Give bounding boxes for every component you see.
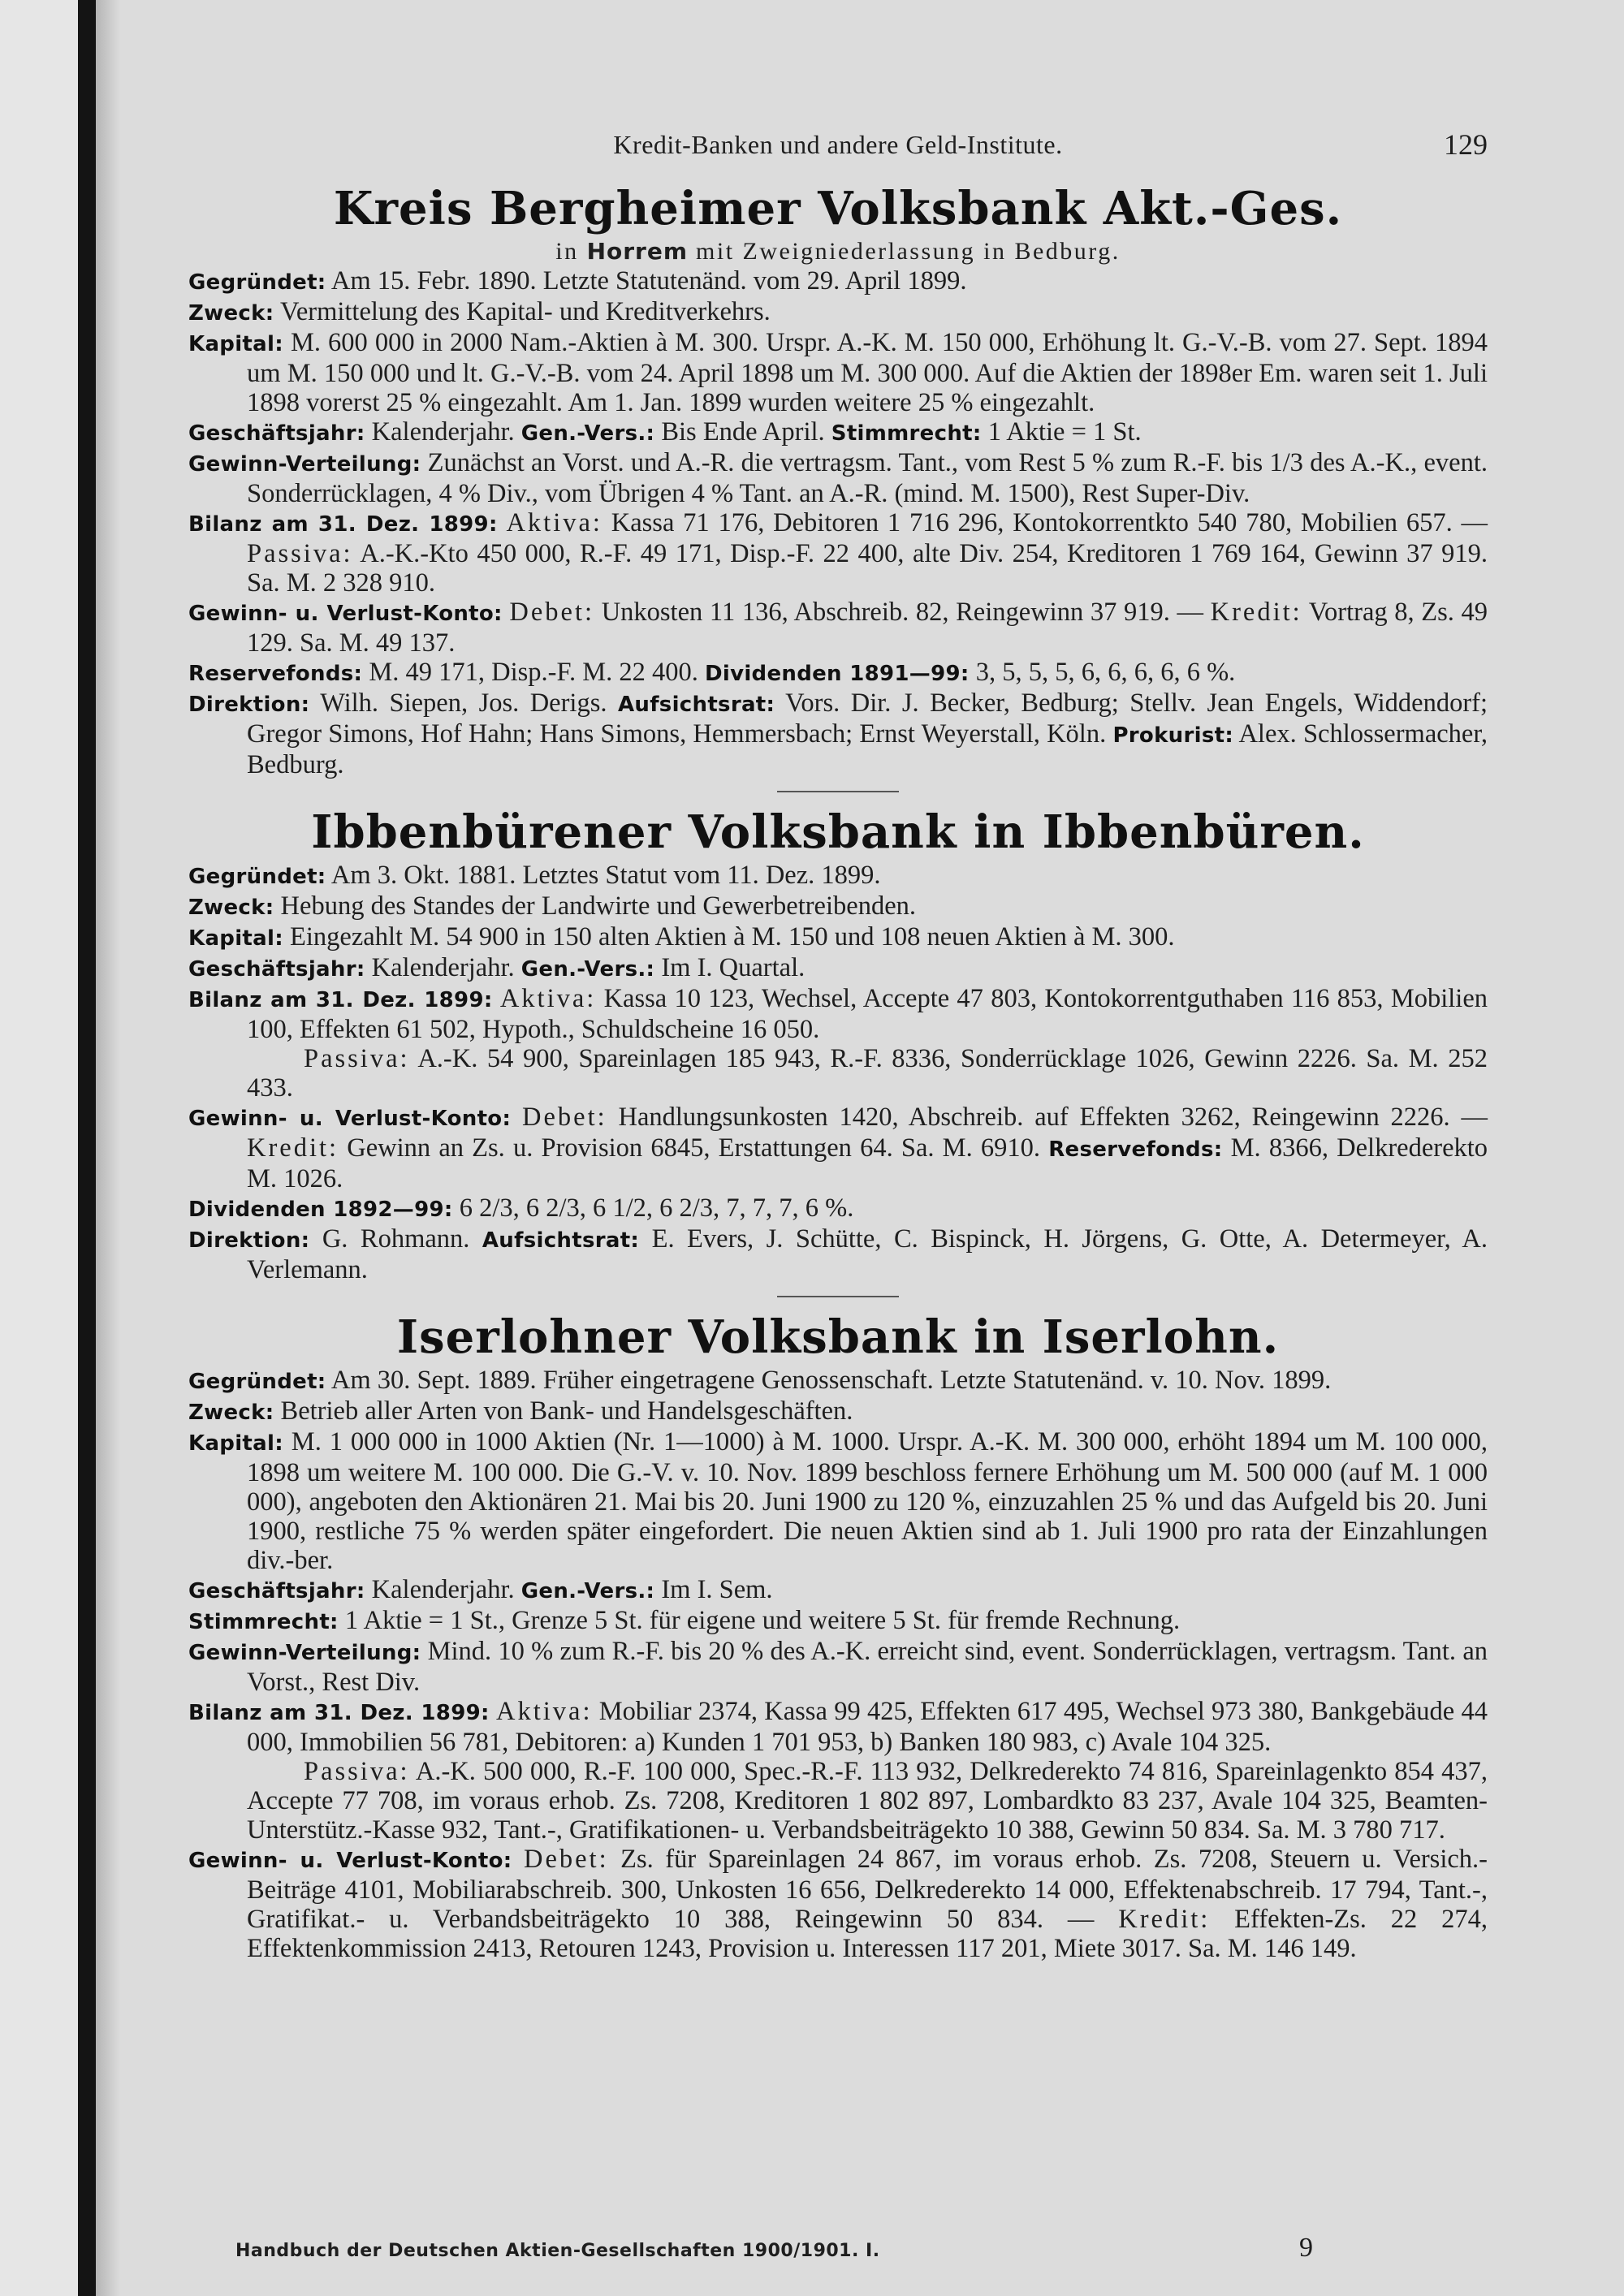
entry-label: Bilanz am 31. Dez. 1899: [188, 1701, 490, 1725]
entry-purpose [188, 1396, 1488, 1427]
location-city: Horrem [586, 238, 689, 265]
entry-label: Aufsichtsrat: [482, 1228, 640, 1253]
entry-profit-loss [188, 598, 1488, 658]
passiva-block [247, 1044, 1488, 1103]
entry-label: Gegründet: [188, 270, 326, 295]
entry-text: Eingezahlt M. 54 900 in 150 alten Aktien à M. 150 und 108 neuen Aktien à M. 300. [290, 922, 1175, 952]
kredit-label: Kredit: [1210, 598, 1302, 627]
entry-text: Kalenderjahr. [371, 1575, 515, 1604]
entry-label: Gewinn- u. Verlust-Konto: [188, 1849, 512, 1873]
book-spine-shadow [78, 0, 96, 2296]
entry-label: Zweck: [188, 301, 274, 326]
running-head-title: Kredit-Banken und andere Geld-Institute. [613, 130, 1063, 159]
section-location [188, 237, 1488, 266]
passiva-text: A.-K.-Kto 450 000, R.-F. 49 171, Disp.-F. 22 400, alte Div. 254, Kreditoren 1 769 164, Gewinn 37 919. Sa. M. 2 328 910. [247, 539, 1488, 598]
aktiva-label: Aktiva: [495, 1697, 593, 1726]
passiva-label: Passiva: [304, 1044, 410, 1073]
entry-text: Zunächst an Vorst. und A.-R. die vertragsm. Tant., vom Rest 5 % zum R.-F. bis 1/3 des A.-K., event. Sonderrücklagen, 4 % Div., vom Übrigen 4 % Tant. an A.-R. (mind. M. 1500), Rest Super-Div. [247, 448, 1488, 508]
entry-profit-loss [188, 1103, 1488, 1193]
entry-text: M. 600 000 in 2000 Nam.-Aktien à M. 300. Urspr. A.-K. M. 150 000, Erhöhung lt. G.-V.-B. vom 27. Sept. 1894 um M. 150 000 und lt. G.-V.-B. vom 24. April 1898 um M. 300 000. Auf die Aktien der 1898er Em. waren seit 1. Juli 1898 vorerst 25 % eingezahlt. Am 1. Jan. 1899 wurden weitere 25 % eingezahlt. [247, 328, 1488, 417]
entry-label: Kapital: [188, 332, 283, 356]
entry-text: Hebung des Standes der Landwirte und Gewerbetreibenden. [280, 891, 916, 921]
entry-label: Stimmrecht: [831, 421, 982, 446]
entry-text: 1 Aktie = 1 St., Grenze 5 St. für eigene und weitere 5 St. für fremde Rechnung. [344, 1606, 1181, 1635]
entry-text: Mind. 10 % zum R.-F. bis 20 % des A.-K. erreicht sind, event. Sonderrücklagen, vertragsm. Tant. an Vorst., Rest Div. [247, 1637, 1488, 1697]
signature-mark: 9 [1299, 2233, 1313, 2263]
entry-dividends [188, 1193, 1488, 1224]
aktiva-label: Aktiva: [499, 984, 597, 1013]
passiva-text: A.-K. 500 000, R.-F. 100 000, Spec.-R.-F. 113 932, Delkrederekto 74 816, Spareinlagenkto 854 437, Accepte 77 708, im voraus erhob. Zs. 7208, Kreditoren 1 802 897, Lombardkto 83 237, Avale 104 325, Beamten-Unterstütz.-Kasse 932, Tant.-, Gratifikationen- u. Verbandsbeiträgekto 10 388, Gewinn 50 834. Sa. M. 3 780 717. [247, 1757, 1488, 1845]
section-divider [777, 791, 899, 792]
entry-management [188, 1224, 1488, 1284]
running-head [188, 130, 1488, 175]
page-number: 129 [1444, 128, 1488, 161]
entry-text: Bis Ende April. [661, 417, 825, 447]
entry-voting-right [188, 1606, 1488, 1637]
entry-label: Bilanz am 31. Dez. 1899: [188, 988, 493, 1012]
entry-label: Direktion: [188, 1228, 310, 1253]
entry-label: Gen.-Vers.: [520, 957, 655, 982]
entry-label: Reservefonds: [1048, 1137, 1223, 1162]
debet-text: Zs. für Spareinlagen 24 867, im voraus erhob. Zs. 7208, Steuern u. Versich.-Beiträge 4101, Mobiliarabschreib. 300, Unkosten 16 656, Delkrederekto 14 000, Effektenabschreib. 17 794, Tant.-, Gratifikat.- u. Verbandsbeiträgekto 10 388, Reingewinn 50 834. — [247, 1845, 1488, 1934]
page-footer [235, 2233, 1324, 2263]
document-page [188, 130, 1488, 1963]
entry-text: E. Evers, J. Schütte, C. Bispinck, H. Jörgens, G. Otte, A. Determeyer, A. Verlemann. [247, 1224, 1488, 1284]
entry-text: Vors. Dir. J. Becker, Bedburg; Stellv. Jean Engels, Widdendorf; Gregor Simons, Hof Hahn; Hans Simons, Hemmersbach; Ernst Weyerstall, Köln. [247, 688, 1488, 749]
entry-label: Kapital: [188, 926, 283, 951]
entry-fiscal-year [188, 953, 1488, 984]
entry-profit-distribution [188, 1637, 1488, 1697]
entry-text: Am 30. Sept. 1889. Früher eingetragene Genossenschaft. Letzte Statutenänd. v. 10. Nov. 1899. [330, 1366, 1332, 1395]
entry-label: Kapital: [188, 1431, 283, 1456]
gutter-gradient [96, 0, 120, 2296]
entry-label: Gen.-Vers.: [520, 421, 655, 446]
entry-label: Gewinn-Verteilung: [188, 452, 421, 477]
entry-label: Gen.-Vers.: [520, 1579, 655, 1603]
aktiva-text: Kassa 10 123, Wechsel, Accepte 47 803, Kontokorrentguthaben 116 853, Mobilien 100, Effekten 61 502, Hypoth., Schuldscheine 16 050. [247, 984, 1488, 1044]
passiva-label: Passiva: [247, 539, 353, 568]
debet-label: Debet: [509, 598, 595, 627]
debet-text: Unkosten 11 136, Abschreib. 82, Reingewinn 37 919. — [601, 598, 1203, 627]
entry-text: G. Rohmann. [322, 1224, 470, 1254]
passiva-block [247, 1757, 1488, 1845]
entry-balance [188, 984, 1488, 1103]
entry-label: Dividenden 1892—99: [188, 1198, 453, 1222]
entry-text: Wilh. Siepen, Jos. Derigs. [320, 688, 607, 718]
section-title: Ibbenbürener Volksbank in Ibbenbüren. [311, 805, 1365, 859]
entry-text: Am 15. Febr. 1890. Letzte Statutenänd. vom 29. April 1899. [330, 266, 967, 296]
entry-label: Dividenden 1891—99: [705, 662, 970, 686]
entry-balance [188, 508, 1488, 598]
location-prefix: in [555, 238, 579, 265]
entry-label: Direktion: [188, 693, 310, 717]
entry-founded [188, 266, 1488, 297]
entry-text: M. 49 171, Disp.-F. M. 22 400. [369, 658, 698, 687]
entry-text: Alex. Schlossermacher, Bedburg. [247, 719, 1488, 779]
entry-label: Bilanz am 31. Dez. 1899: [188, 512, 498, 537]
aktiva-text: Mobiliar 2374, Kassa 99 425, Effekten 617 495, Wechsel 973 380, Bankgebäude 44 000, Immobilien 56 781, Debitoren: a) Kunden 1 701 953, b) Banken 180 983, c) Avale 104 325. [247, 1697, 1488, 1757]
entry-label: Zweck: [188, 1400, 274, 1425]
entry-label: Reservefonds: [188, 662, 363, 686]
entry-founded [188, 1366, 1488, 1396]
aktiva-label: Aktiva: [506, 508, 603, 537]
kredit-label: Kredit: [247, 1133, 339, 1163]
entry-fiscal-year [188, 1575, 1488, 1606]
footer-text: Handbuch der Deutschen Aktien-Gesellschaften 1900/1901. I. [235, 2241, 880, 2261]
entry-text: Kalenderjahr. [371, 953, 515, 982]
entry-purpose [188, 891, 1488, 922]
kredit-text: Gewinn an Zs. u. Provision 6845, Erstattungen 64. Sa. M. 6910. [347, 1133, 1041, 1163]
page-margin-left [0, 0, 78, 2296]
entry-label: Aufsichtsrat: [617, 693, 775, 717]
entry-capital [188, 328, 1488, 417]
entry-label: Geschäftsjahr: [188, 957, 365, 982]
entry-balance [188, 1697, 1488, 1845]
entry-capital [188, 1427, 1488, 1575]
aktiva-text: Kassa 71 176, Debitoren 1 716 296, Kontokorrentkto 540 780, Mobilien 657. — [611, 508, 1488, 537]
entry-label: Gewinn- u. Verlust-Konto: [188, 602, 503, 626]
entry-text: Am 3. Okt. 1881. Letztes Statut vom 11. Dez. 1899. [330, 861, 881, 890]
entry-text: Vermittelung des Kapital- und Kreditverkehrs. [279, 297, 771, 326]
entry-text: 6 2/3, 6 2/3, 6 1/2, 6 2/3, 7, 7, 7, 6 %. [459, 1193, 854, 1223]
entry-purpose [188, 297, 1488, 328]
entry-text: 3, 5, 5, 5, 6, 6, 6, 6, 6 %. [975, 658, 1236, 687]
debet-text: Handlungsunkosten 1420, Abschreib. auf Effekten 3262, Reingewinn 2226. — [618, 1103, 1488, 1132]
entry-profit-loss [188, 1845, 1488, 1963]
passiva-label: Passiva: [304, 1757, 410, 1786]
entry-label: Zweck: [188, 896, 274, 920]
kredit-label: Kredit: [1118, 1905, 1211, 1934]
entry-text: Im I. Quartal. [661, 953, 806, 982]
entry-capital [188, 922, 1488, 953]
entry-label: Gegründet: [188, 865, 326, 889]
kredit-text: Effekten-Zs. 22 274, Effektenkommission 2413, Retouren 1243, Provision u. Interessen 117 201, Miete 3017. Sa. M. 146 149. [247, 1905, 1488, 1963]
location-suffix: mit Zweigniederlassung in Bedburg. [696, 238, 1121, 265]
entry-management [188, 688, 1488, 779]
entry-founded [188, 861, 1488, 891]
entry-label: Stimmrecht: [188, 1610, 339, 1634]
kredit-text: Vortrag 8, Zs. 49 129. Sa. M. 49 137. [247, 598, 1488, 658]
entry-fiscal-year [188, 417, 1488, 448]
entry-label: Gewinn- u. Verlust-Konto: [188, 1107, 512, 1131]
passiva-text: A.-K. 54 900, Spareinlagen 185 943, R.-F. 8336, Sonderrücklage 1026, Gewinn 2226. Sa. M. 252 433. [247, 1044, 1488, 1103]
entry-text: Betrieb aller Arten von Bank- und Handelsgeschäften. [280, 1396, 853, 1426]
entry-label: Geschäftsjahr: [188, 1579, 365, 1603]
entry-profit-distribution [188, 448, 1488, 508]
debet-label: Debet: [522, 1103, 607, 1132]
section-title: Iserlohner Volksbank in Iserlohn. [396, 1310, 1280, 1364]
section-divider [777, 1296, 899, 1297]
entry-label: Gewinn-Verteilung: [188, 1641, 421, 1665]
entry-text: M. 1 000 000 in 1000 Aktien (Nr. 1—1000) à M. 1000. Urspr. A.-K. M. 300 000, erhöht 1894 um M. 100 000, 1898 um weitere M. 100 000. Die G.-V. v. 10. Nov. 1899 beschloss fernere Erhöhung um M. 500 000 (auf M. 1 000 000), angeboten den Aktionären 21. Mai bis 20. Juni 1900 zu 120 %, einzuzahlen 25 % und das Aufgeld bis 20. Juni 1900, restliche 75 % werden später eingefordert. Die neuen Aktien sind ab 1. Juli 1900 pro rata der Einzahlungen div.-ber. [247, 1427, 1488, 1575]
entry-text: Kalenderjahr. [371, 417, 515, 447]
entry-reserve [188, 658, 1488, 688]
entry-label: Geschäftsjahr: [188, 421, 365, 446]
entry-label: Prokurist: [1112, 723, 1234, 748]
entry-text: Im I. Sem. [661, 1575, 773, 1604]
section-title: Kreis Bergheimer Volksbank Akt.-Ges. [333, 182, 1343, 235]
entry-label: Gegründet: [188, 1370, 326, 1394]
entry-text: 1 Aktie = 1 St. [987, 417, 1142, 447]
debet-label: Debet: [523, 1845, 609, 1874]
entry-text: M. 8366, Delkrederekto M. 1026. [247, 1133, 1488, 1193]
